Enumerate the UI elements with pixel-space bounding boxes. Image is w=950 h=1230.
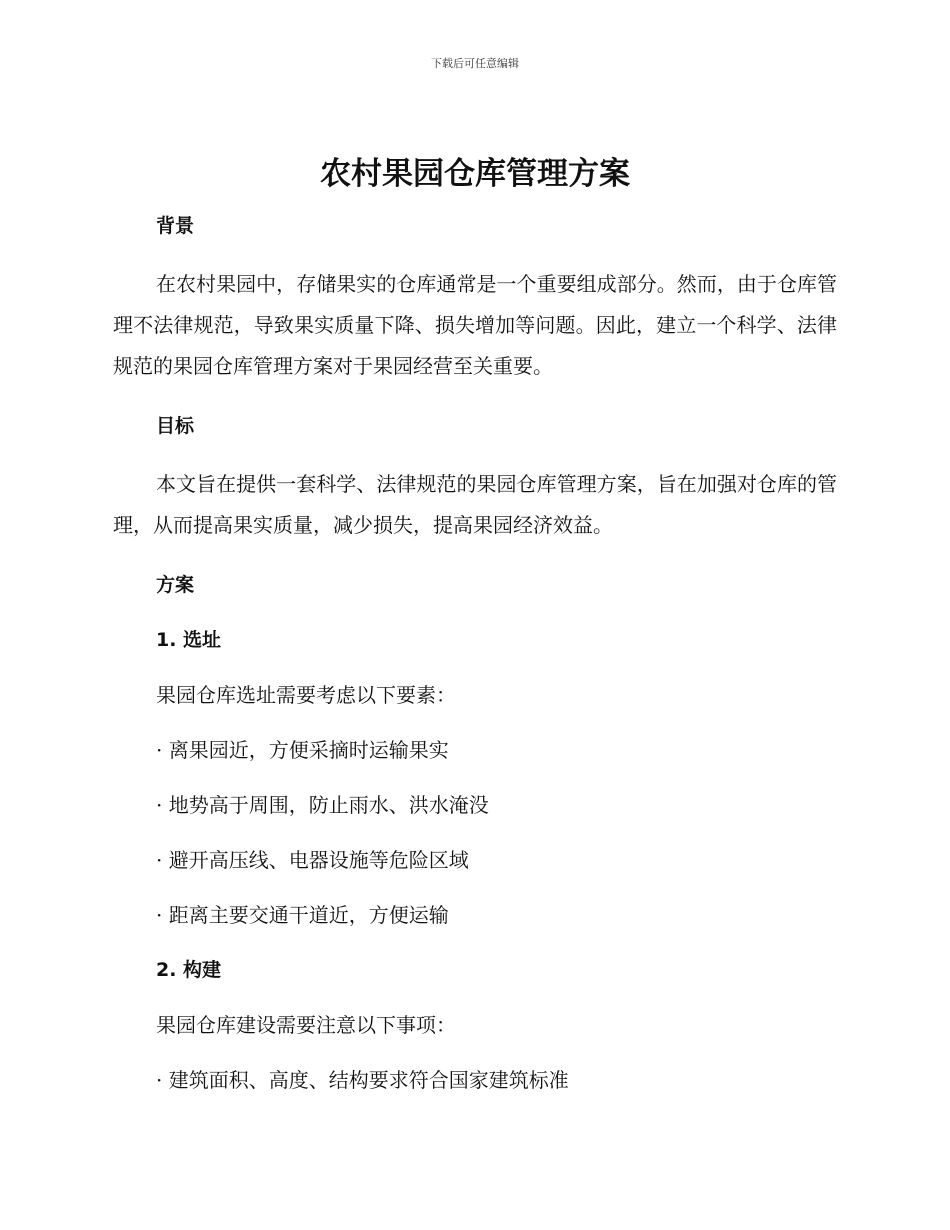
heading-background: 背景	[156, 215, 195, 237]
heading-site-selection: 1. 选址	[156, 629, 222, 651]
list-item: · 地势高于周围，防止雨水、洪水淹没	[156, 793, 489, 817]
header-note: 下载后可任意编辑	[431, 57, 519, 70]
document-title: 农村果园仓库管理方案	[320, 156, 630, 192]
heading-construction: 2. 构建	[156, 959, 222, 981]
list-item: · 距离主要交通干道近，方便运输	[156, 903, 449, 927]
heading-goal: 目标	[156, 415, 195, 437]
list-item: · 离果园近，方便采摘时运输果实	[156, 738, 449, 762]
paragraph-goal: 本文旨在提供一套科学、法律规范的果园仓库管理方案，旨在加强对仓库的管理，从而提高果实质量，减少损失，提高果园经济效益。	[113, 472, 837, 537]
list-item: · 避开高压线、电器设施等危险区域	[156, 848, 469, 872]
construction-intro: 果园仓库建设需要注意以下事项：	[156, 1013, 456, 1037]
paragraph-background: 在农村果园中，存储果实的仓库通常是一个重要组成部分。然而，由于仓库管理不法律规范，导致果实质量下降、损失增加等问题。因此，建立一个科学、法律规范的果园仓库管理方案对于果园经营至关重要。	[113, 272, 837, 378]
heading-plan: 方案	[156, 574, 195, 596]
site-selection-intro: 果园仓库选址需要考虑以下要素：	[156, 683, 456, 707]
list-item: · 建筑面积、高度、结构要求符合国家建筑标准	[156, 1068, 569, 1092]
document-body	[113, 148, 837, 1096]
